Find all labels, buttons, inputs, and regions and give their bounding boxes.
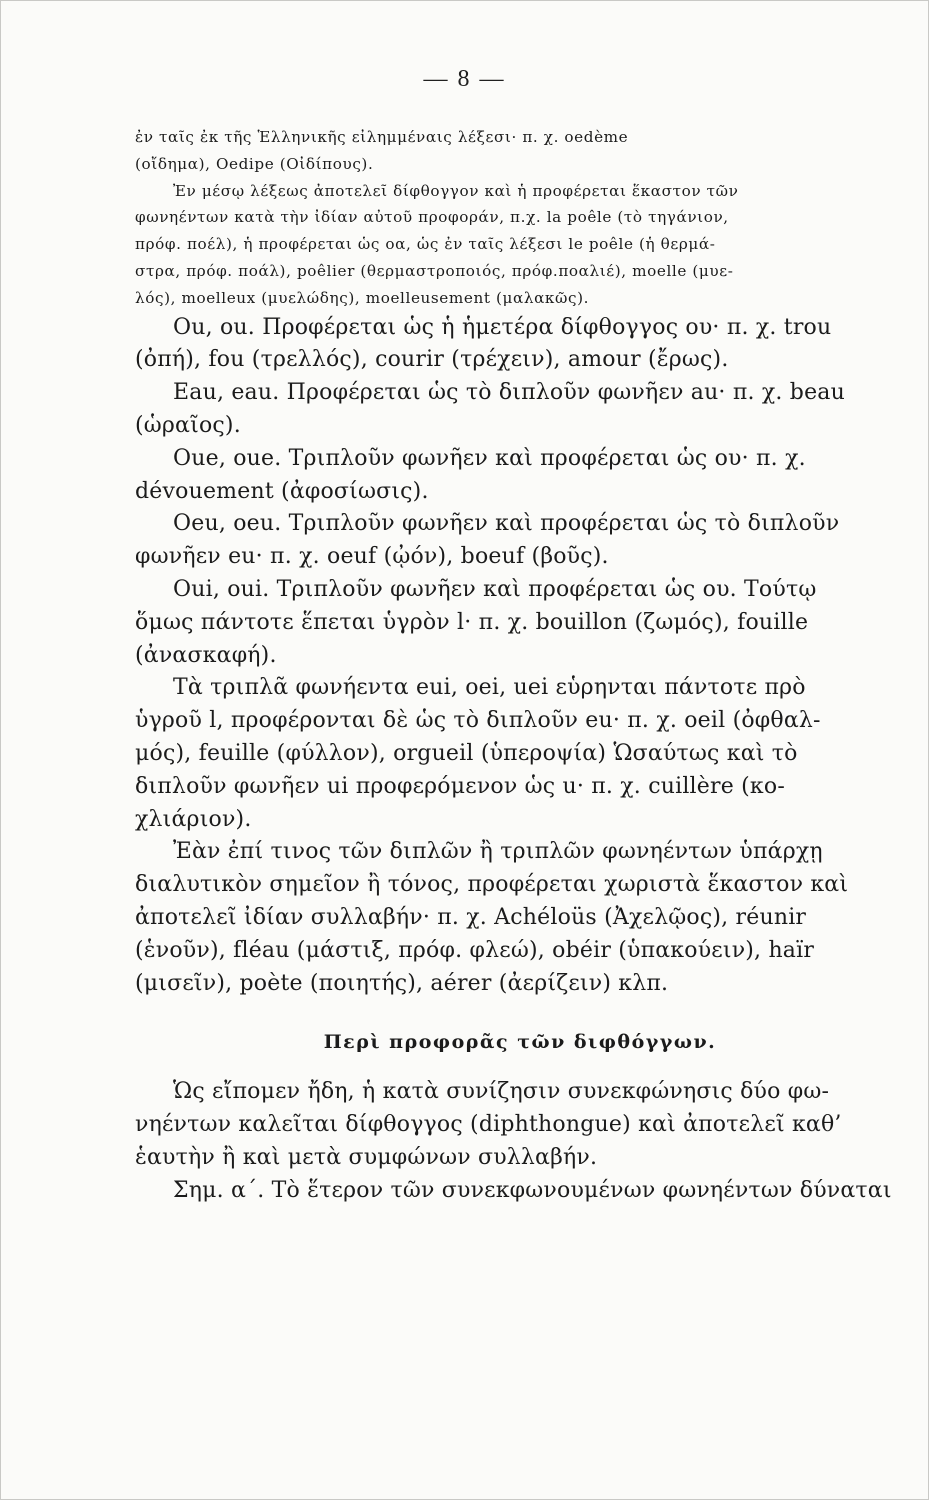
text-line: διαλυτικὸν σημεῖον ἢ τόνος, προφέρεται χωριστὰ ἕκαστον καὶ bbox=[135, 872, 849, 898]
text-line: ἀποτελεῖ ἰδίαν συλλαβήν· π. χ. Achéloüs (Ἀχελῷος), réunir bbox=[135, 904, 807, 930]
text-line: Ἐν μέσῳ λέξεως ἀποτελεῖ δίφθογγον καὶ ἡ προφέρεται ἕκαστον τῶν bbox=[173, 181, 739, 200]
text-line: (οἴδημα), Oedipe (Οἰδίπους). bbox=[135, 154, 374, 173]
text-line: λός), moelleux (μυελώδης), moelleusement (μαλακῶς). bbox=[135, 288, 590, 307]
text-line: Oeu, oeu. Τριπλοῦν φωνῆεν καὶ προφέρεται ὡς τὸ διπλοῦν bbox=[173, 511, 840, 537]
text-line: Oue, oue. Τριπλοῦν φωνῆεν καὶ προφέρεται ὡς ου· π. χ. bbox=[173, 445, 806, 471]
text-line: Σημ. α΄. Τὸ ἕτερον τῶν συνεκφωνουμένων φωνηέντων δύναται bbox=[173, 1177, 892, 1203]
section-heading: Περὶ προφορᾶς τῶν διφθόγγων. bbox=[323, 1031, 717, 1054]
spacer bbox=[135, 1066, 905, 1076]
text-line: (ὡραῖος). bbox=[135, 412, 241, 438]
text-line: ὑγροῦ l, προφέρονται δὲ ὡς τὸ διπλοῦν eu· π. χ. oeil (ὀφθαλ- bbox=[135, 708, 821, 734]
text-line: (μισεῖν), poète (ποιητής), aérer (ἀερίζειν) κλπ. bbox=[135, 970, 669, 996]
text-line: πρόφ. ποέλ), ἡ προφέρεται ὡς οα, ὡς ἐν ταῖς λέξεσι le poêle (ἡ θερμά- bbox=[135, 235, 716, 254]
text-line: φωνηέντων κατὰ τὴν ἰδίαν αὐτοῦ προφοράν, π.χ. la poêle (τὸ τηγάνιον, bbox=[135, 208, 729, 227]
text-line: (ὀπή), fou (τρελλός), courir (τρέχειν), amour (ἔρως). bbox=[135, 347, 729, 373]
text-line: στρα, πρόφ. ποάλ), poêlier (θερμαστροποιός, πρόφ.ποαλιέ), moelle (μυε- bbox=[135, 261, 734, 280]
text-line: ἑαυτὴν ἢ καὶ μετὰ συμφώνων συλλαβήν. bbox=[135, 1144, 598, 1170]
text-line: μός), feuille (φύλλον), orgueil (ὑπεροψία) Ὡσαύτως καὶ τὸ bbox=[135, 740, 798, 766]
text-line: φωνῆεν eu· π. χ. oeuf (ᾠόν), boeuf (βοῦς). bbox=[135, 544, 609, 570]
text-line: Eau, eau. Προφέρεται ὡς τὸ διπλοῦν φωνῆεν au· π. χ. beau bbox=[173, 380, 845, 406]
text-line: Ὡς εἴπομεν ἤδη, ἡ κατὰ συνίζησιν συνεκφώνησις δύο φω- bbox=[173, 1079, 830, 1105]
page-number: — 8 — bbox=[423, 66, 506, 92]
text-line: Ou, ou. Προφέρεται ὡς ἡ ἡμετέρα δίφθογγος ου· π. χ. trou bbox=[173, 314, 832, 340]
text-line: (ἑνοῦν), fléau (μάστιξ, πρόφ. φλεώ), obéir (ὑπακούειν), haïr bbox=[135, 937, 815, 963]
text-line: ἐν ταῖς ἐκ τῆς Ἑλληνικῆς εἰλημμέναις λέξεσι· π. χ. oedème bbox=[135, 128, 629, 146]
text-line: ὅμως πάντοτε ἕπεται ὑγρὸν l· π. χ. bouillon (ζωμός), fouille bbox=[135, 609, 809, 635]
body-text bbox=[135, 124, 905, 1208]
text-line: Τὰ τριπλᾶ φωνήεντα eui, oei, uei εὑρηνται πάντοτε πρὸ bbox=[173, 675, 806, 701]
text-line: νηέντων καλεῖται δίφθογγος (diphthongue) καὶ ἀποτελεῖ καθ’ bbox=[135, 1112, 842, 1138]
text-line: Oui, oui. Τριπλοῦν φωνῆεν καὶ προφέρεται ὡς ου. Τούτῳ bbox=[173, 576, 817, 602]
text-line: dévouement (ἀφοσίωσις). bbox=[135, 478, 429, 504]
text-line: (ἀνασκαφή). bbox=[135, 642, 277, 668]
text-line: διπλοῦν φωνῆεν ui προφερόμενον ὡς u· π. χ. cuillère (κο- bbox=[135, 773, 785, 799]
text-line: χλιάριον). bbox=[135, 806, 252, 832]
text-line: Ἐὰν ἐπί τινος τῶν διπλῶν ἢ τριπλῶν φωνηέντων ὑπάρχῃ bbox=[173, 839, 823, 865]
